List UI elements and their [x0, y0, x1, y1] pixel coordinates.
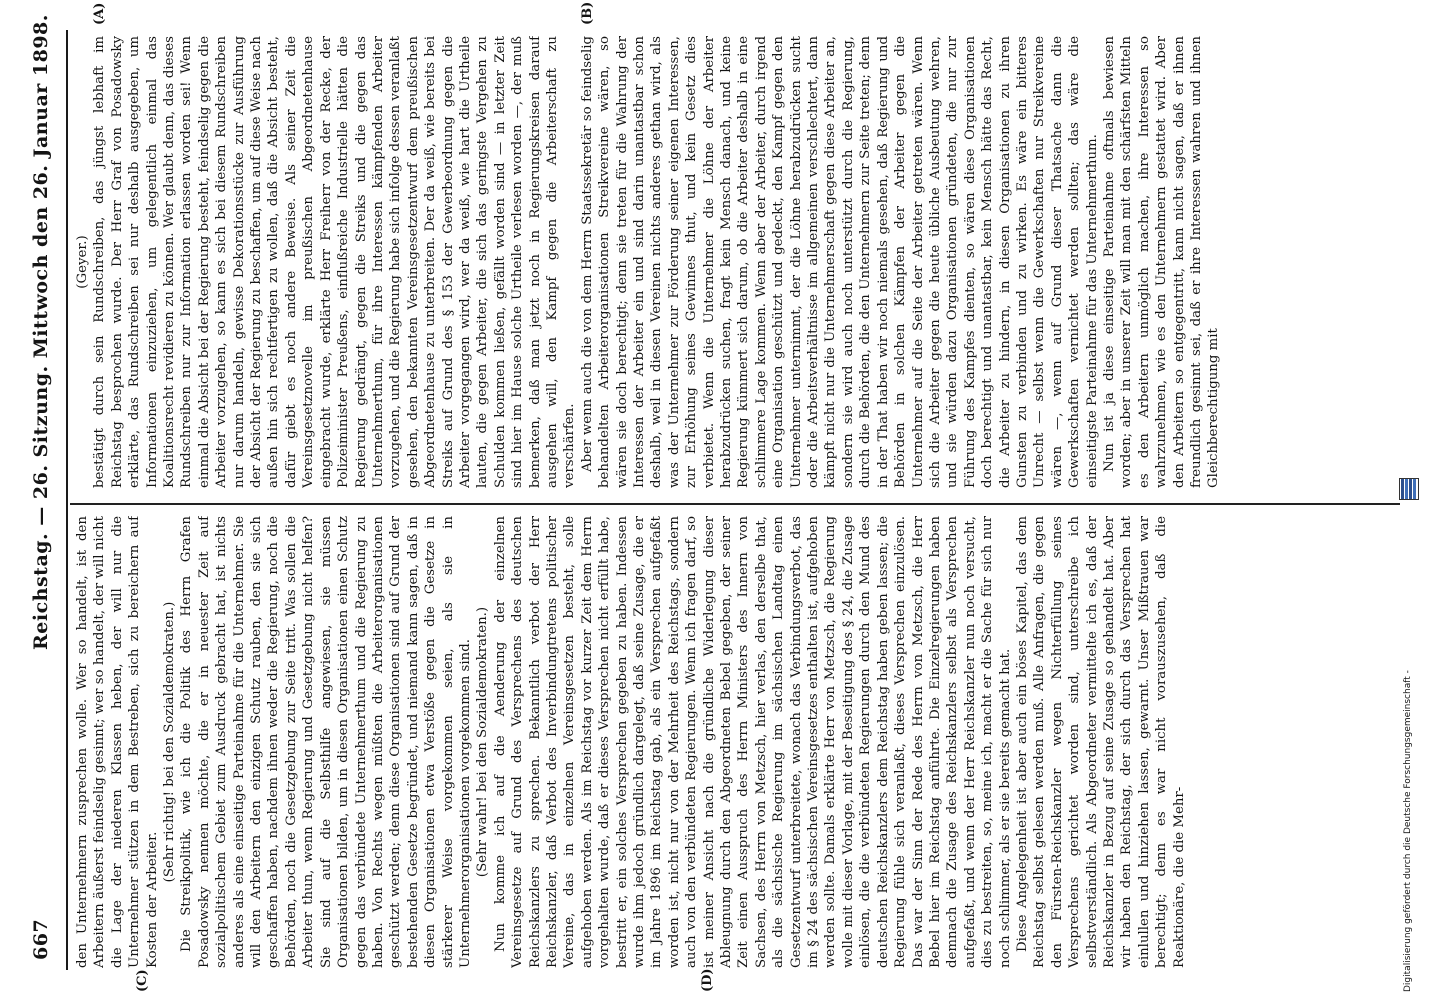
page-header: [30, 14, 60, 960]
page-number: 667: [30, 918, 52, 960]
header-rule: [66, 30, 68, 970]
margin-letter-c: (C): [135, 969, 150, 992]
margin-letter-a: (A): [92, 2, 107, 25]
running-title: Reichstag. — 26. Sitzung. Mittwoch den 26. Januar 1898.: [30, 14, 52, 650]
text-column-right: [74, 36, 1374, 488]
interjection: (Sehr wahr! bei den Sozialdemokraten.): [475, 606, 491, 878]
paragraph: den Unternehmern zusprechen wolle. Wer so handelt, ist den Arbeitern äußerst feindselig gesinnt; wer so handelt, der will nicht die Lage der niederen Klassen heben, der will nur die Unternehmer stützen in dem Bestreben, sich zu bereichern auf Kosten der Arbeiter.: [75, 516, 160, 968]
paragraph: Aber wenn auch die von dem Herrn Staatssekretär so feindselig behandelten Arbeiterorganisationen Streikvereine wären, so wären sie doch berechtigt; denn sie treten für die Wahrung der Interessen der Arbeiter ein und sind darin unantastbar schon deshalb, weil in diesen Vereinen nichts anderes gethan wird, als was der Unternehmer zur Förderung seiner eigenen Interessen, zur Erhöhung seines Gewinnes thut, und kein Gesetz dies verbietet. Wenn die Unternehmer die Löhne der Arbeiter herabzudrücken suchen, fragt kein Mensch danach, und keine Regierung kümmert sich darum, ob die Arbeiter deshalb in eine schlimmere Lage kommen. Wenn aber der Arbeiter, durch irgend eine Organisation geschützt und gedeckt, den Kampf gegen den Unternehmer unternimmt, der die Löhne herabzudrücken sucht oder die Arbeitsverhältnisse im allgemeinen verschlechtert, dann kämpft nicht nur die Unternehmerschaft gegen diese Arbeiter an, sondern sie wird auch noch unterstützt durch die Regierung, durch die Behörden, die den Unternehmern zur Seite treten; denn in der That haben wir noch niemals gesehen, daß Regierung und Behörden in solchen Kämpfen der Arbeiter gegen die Unternehmer auf die Seite der Arbeiter getreten wären. Wenn sich die Arbeiter gegen die heute übliche Ausbeutung wehren, und sie würden dazu Organisationen gründeten, die nur zur Führung des Kampfes dienten, so wären diese Organisationen doch berechtigt und unantastbar, kein Mensch hätte das Recht, die Arbeiter zu hindern, in diesen Organisationen zu ihren Gunsten zu verbinden und zu wirken. Es wäre ein bitteres Unrecht — selbst wenn die Gewerkschaften nur Streikvereine wären —, wenn auf Grund dieser Thatsache dann die Gewerkschaften vernichtet werden sollten; das wäre die einseitigste Parteinahme für das Unternehmerthum.: [579, 36, 1100, 488]
digitization-credit: Digitalisierung gefördert durch die Deutsche Forschungsgemeinschaft -: [1403, 670, 1413, 992]
column-rule: [70, 503, 1400, 505]
digitization-footer: [1395, 0, 1425, 1000]
text-column-left: [74, 516, 1374, 968]
paragraph: Die Streikpolitik, wie ich die Politik des Herrn Grafen Posadowsky nennen möchte, die er in neuester Zeit auf sozialpolitischem Gebiet zum Ausdruck gebracht hat, ist nichts anderes als eine einseitige Parteinahme für die Unternehmer. Sie will den Arbeitern den einzigen Schutz rauben, den sie sich geschaffen haben, nachdem ihnen weder die Regierung, noch die Behörden, noch die Gesetzgebung zur Seite tritt. Was sollen die Arbeiter thun, wenn Regierung und Gesetzgebung nicht helfen? Sie sind auf die Selbsthilfe angewiesen, sie müssen Organisationen bilden, um in diesen Organisationen einen Schutz gegen das verbündete Unternehmerthum und die Regierung zu haben. Von Rechts wegen müßten die Arbeiterorganisationen geschützt werden; denn diese Organisationen sind auf Grund der bestehenden Gesetze begründet, und niemand kann sagen, daß in diesen Organisationen etwa Verstöße gegen die Gesetze in stärkerer Weise vorgekommen seien, als sie in Unternehmerorganisationen vorgekommen sind.: [179, 516, 473, 968]
paragraph: Nun komme ich auf die Aenderung der einzelnen Vereinsgesetze auf Grund des Versprechens des deutschen Reichskanzlers zu sprechen. Bekanntlich verbot der Herr Reichskanzler, daß Verbot des Inverbindungtretens politischer Vereine, das in einzelnen Vereinsgesetzen besteht, solle aufgehoben werden. Als im Reichstag vor kurzer Zeit dem Herrn vorgehalten wurde, daß er dieses Versprechen nicht erfüllt habe, bestritt er, ein solches Versprechen gegeben zu haben. Indessen wurde ihm jedoch gründlich dargelegt, daß seine Zusage, die er im Jahre 1896 im Reichstag gab, als ein Versprechen aufgefaßt worden ist, nicht nur von der Mehrheit des Reichstags, sondern auch von den verbündeten Regierungen. Wenn ich fragen darf, so ist meiner Ansicht nach die gründliche Widerlegung dieser Ableugnung durch den Abgeordneten Bebel gegeben, der seiner Zeit einen Ausspruch des Herrn Ministers des Innern von Sachsen, des Herrn von Metzsch, hier verlas, den derselbe that, als die sächsische Regierung im sächsischen Landtag einen Gesetzentwurf unterbreitete, wonach das Verbindungsverbot, das im § 24 des sächsischen Vereinsgesetzes enthalten ist, aufgehoben werden sollte. Damals erklärte Herr von Metzsch, die Regierung wolle mit dieser Vorlage, mit der Beseitigung des § 24, die Zusage einlösen, die die verbündeten Regierungen durch den Mund des deutschen Reichskanzlers dem Reichstag haben geben lassen; die Regierung fühle sich veranlaßt, dieses Versprechen einzulösen. Das war der Sinn der Rede des Herrn von Metzsch, die Herr Bebel hier im Reichstag anführte. Die Einzelregierungen haben demnach die Zusage des Reichskanzlers selbst als Versprechen aufgefaßt, und wenn der Herr Reichskanzler nun noch versucht, dies zu bestreiten, so, meine ich, macht er die Sache für sich nur noch schlimmer, als er sie bereits gemacht hat.: [492, 516, 1013, 968]
paragraph: bestätigt durch sein Rundschreiben, das jüngst lebhaft im Reichstag besprochen wurde. Der Herr Graf von Posadowsky erklärte, das Rundschreiben sei nur deshalb ausgegeben, um Informationen einzuziehen, um gelegentlich einmal das Koalitionsrecht revidieren zu können. Wer glaubt denn, das dieses Rundschreiben nur zur Information erlassen worden sei! Wenn einmal die Absicht bei der Regierung besteht, feindselig gegen die Arbeiter vorzugehen, so kann es sich bei diesem Rundschreiben nur darum handeln, gewisse Dekorationsstücke zur Ausführung der Absicht der Regierung zu beschaffen, um auf diese Weise nach außen hin sich rechtfertigen zu wollen, daß die Absicht besteht, dafür giebt es noch andere Beweise. Als seiner Zeit die Vereinsgesetznovelle im preußischen Abgeordnetenhause eingebracht wurde, erklärte Herr Freiherr von der Recke, der Polizeiminister Preußens, einflußreiche Industrielle hätten die Regierung gedrängt, gegen die Streiks und die gegen das Unternehmerthum, für ihre Interessen kämpfenden Arbeiter vorzugehen, und die Regierung habe sich infolge dessen veranlaßt gesehen, den bekannten Vereinsgesetzentwurf dem preußischen Abgeordnetenhause zu unterbreiten. Der da weiß, wie bereits bei Streiks auf Grund des § 153 der Gewerbeordnung gegen die Arbeiter vorgegangen wird, wer da weiß, wie hart die Urtheile lauten, die gegen Arbeiter, die sich das geringste Vergehen zu Schulden kommen ließen, gefällt worden sind — in letzter Zeit sind hier im Hause solche Urtheile verlesen worden —, der muß bemerken, daß man jetzt noch in Regierungskreisen darauf ausgehen will, den Kampf gegen die Arbeiterschaft zu verschärfen.: [92, 36, 578, 488]
margin-letter-b: (B): [580, 1, 595, 25]
speaker-name: (Geyer.): [75, 235, 90, 289]
paragraph: Nun ist ja diese einseitige Parteinahme oftmals bewiesen worden; aber in unserer Zeit will man mit den schärfsten Mitteln es den Arbeitern unmöglich machen, ihre Interessen so wahrzunehmen, wie es den Unternehmern gestattet wird. Aber den Arbeitern so entgegentritt, kann nicht sagen, daß er ihnen freundlich gesinnt sei, daß er ihre Interessen wahren und ihnen Gleichberechtigung mit: [1101, 36, 1222, 488]
dfg-logo: [1399, 478, 1419, 500]
margin-letter-d: (D): [700, 968, 715, 992]
interjection: (Sehr richtig! bei den Sozialdemokraten.): [162, 601, 178, 883]
paragraph: Diese Angelegenheit ist aber auch ein böses Kapitel, das dem Reichstag selbst gelesen werden muß. Alle Anfragen, die gegen den Fürsten-Reichskanzler wegen Nichterfüllung seines Versprechens gerichtet worden sind, unterschreibe ich selbstverständlich. Als Abgeordneter vermittelte ich es, daß der Reichskanzler in Bezug auf seine Zusage so gehandelt hat. Aber wir haben den Reichstag, der sich durch das Versprechen hat einlullen und hinziehen lassen, gewarnt. Unser Mißtrauen war berechtigt; denn es war nicht vorauszusehen, daß die Reaktionäre, die die Mehr-: [1014, 516, 1187, 968]
